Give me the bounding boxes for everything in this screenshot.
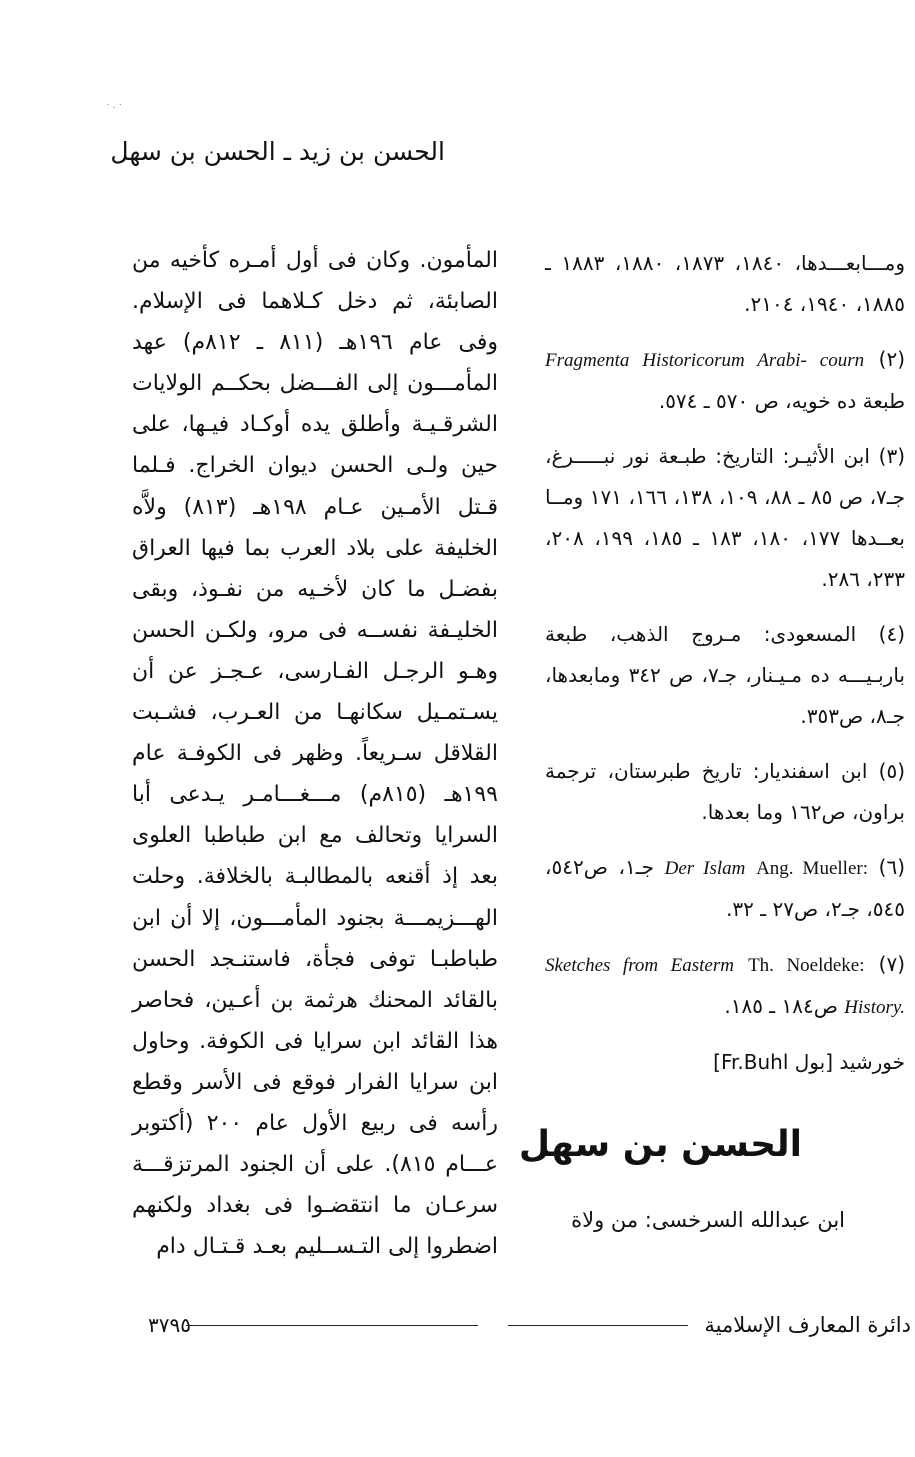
ref-latin-title: Der Islam (664, 858, 746, 879)
ref-number: (٢) (878, 347, 906, 371)
page-number: ٣٧٩٥ (148, 1313, 191, 1337)
body-line: وهـو الرجـل الفـارسى، عـجـز عن أن (132, 658, 498, 684)
body-line: الهـــزيمـــة بجنود المأمـــون، إلا أن ابن (132, 905, 498, 931)
body-line: ابن سرايا الفرار فوقع فى الأسر وقطع (132, 1069, 498, 1095)
running-header: الحسن بن زيد ـ الحسن بن سهل (110, 137, 445, 166)
body-line: عـــام ٨١٥). على أن الجنود المرتزقـــة (132, 1152, 499, 1178)
ref-number: (٧) (878, 952, 906, 976)
journal-name: دائرة المعارف الإسلامية (704, 1313, 911, 1337)
ref-text: ص١٨٤ ـ ١٨٥. (724, 994, 838, 1018)
ref-text: جـ١، ص٥٤٢، ٥٤٥، جـ٢، ص٢٧ ـ ٣٢. (545, 855, 905, 921)
body-line: اضطروا إلى التـســليم بعـد قـتـال دام (156, 1234, 498, 1260)
article-opening-line: ابن عبدالله السرخسى: من ولاة (571, 1208, 845, 1232)
scan-speck: · . · (106, 100, 122, 111)
body-line: سرعـان ما انتقضـوا فى بغداد ولكنهم (132, 1193, 498, 1219)
footer-rule (186, 1325, 478, 1326)
bibliography-entry-3: (٣) ابن الأثيـر: التاريخ: طبـعة نور نبـــــرغ، جـ٧، ص ٨٥ ـ ٨٨، ١٠٩، ١٣٨، ١٦٦، ١٧١ ومــا بعــدها ١٧٧، ١٨٠، ١٨٣ ـ ١٨٥، ١٩٩، ٢٠٨، ٢٣٣، ٢٨٦. (545, 444, 906, 591)
bibliography-column (545, 243, 905, 1083)
body-line: يسـتمـيل سكانهـا من العـرب، فشـبت (132, 700, 498, 726)
bibliography-entry-4: (٤) المسعودى: مـروج الذهب، طبعة باربـيـــه ده مـيـنار، جـ٧، ص ٣٤٢ ومابعدها، جـ٨، ص٣٥٣. (545, 622, 905, 728)
footer-rule (508, 1325, 688, 1326)
body-line: بفضـل ما كان لأخـيه من نفـوذ، وبقى (132, 576, 498, 602)
ref-latin-title: Fragmenta Historicorum Arabi- courn (545, 350, 865, 371)
body-column-right (132, 240, 498, 1267)
body-line: القلاقل سـريعاً. وظهر فى الكوفـة عام (132, 741, 498, 767)
body-line: الخليفة على بلاد العرب بما فيها العراق (132, 535, 498, 561)
body-line: حين ولـى الحسن ديوان الخراج. فـلما (132, 453, 498, 479)
body-line: قـتل الأمـين عـام ١٩٨هـ (٨١٣) ولاَّه (132, 494, 498, 520)
body-line: الشرقـيـة وأطلق يده أوكـاد فيـها، على (132, 412, 498, 438)
ref-latin-author: Th. Noeldeke: (748, 955, 865, 976)
bibliography-entry-7 (545, 944, 905, 1028)
body-line: المأمـــون إلى الفـــضل بحكــم الولايات (132, 371, 498, 397)
author-signature: خورشيد [بول Fr.Buhl] (713, 1050, 905, 1074)
bibliography-entry-5: (٥) ابن اسفنديار: تاريخ طبرستان، ترجمة براون، ص١٦٢ وما بعدها. (545, 759, 905, 824)
ref-text: طبعة ده خويه، ص ٥٧٠ ـ ٥٧٤. (658, 389, 905, 413)
ref-latin-title: Sketches from Easterm History. (545, 955, 905, 1018)
body-line: بعد إذ أقنعه بالمطالبـة بالخلافة. وحلت (132, 864, 498, 890)
body-line: الخليـفة نفســه فى مرو، ولكـن الحسن (132, 617, 498, 643)
bibliography-entry-2 (545, 339, 905, 422)
body-line: رأسه فى ربيع الأول عام ٢٠٠ (أكتوبر (132, 1110, 498, 1136)
article-title: الحسن بن سهل (518, 1124, 802, 1165)
body-line: وفى عام ١٩٦هـ (٨١١ ـ ٨١٢م) عهد (132, 330, 499, 356)
body-line: ١٩٩هـ (٨١٥م) مـــغـــامـر يـدعى أبا (132, 782, 498, 808)
ref-number: (٦) (878, 855, 906, 879)
body-line: بالقائد المحنك هرثمة بن أعـين، فحاصر (132, 987, 498, 1013)
body-line: السرايا وتحالف مع ابن طباطبا العلوى (132, 823, 498, 849)
body-line: الصابئة، ثم دخل كـلاهما فى الإسلام. (132, 289, 498, 315)
ref-latin-author: Ang. Mueller: (756, 858, 868, 879)
body-line: المأمون. وكان فى أول أمـره كأخيه من (132, 248, 498, 273)
bibliography-entry-6 (545, 847, 905, 930)
bibliography-entry-1: ومـــابعـــدها، ١٨٤٠، ١٨٧٣، ١٨٨٠، ١٨٨٣ ـ ١٨٨٥، ١٩٤٠، ٢١٠٤. (545, 251, 906, 316)
body-line: هذا القائد ابن سرايا فى الكوفة. وحاول (132, 1028, 498, 1054)
body-line: طباطبـا توفى فجأة، فاستنـجد الحسن (132, 946, 498, 972)
